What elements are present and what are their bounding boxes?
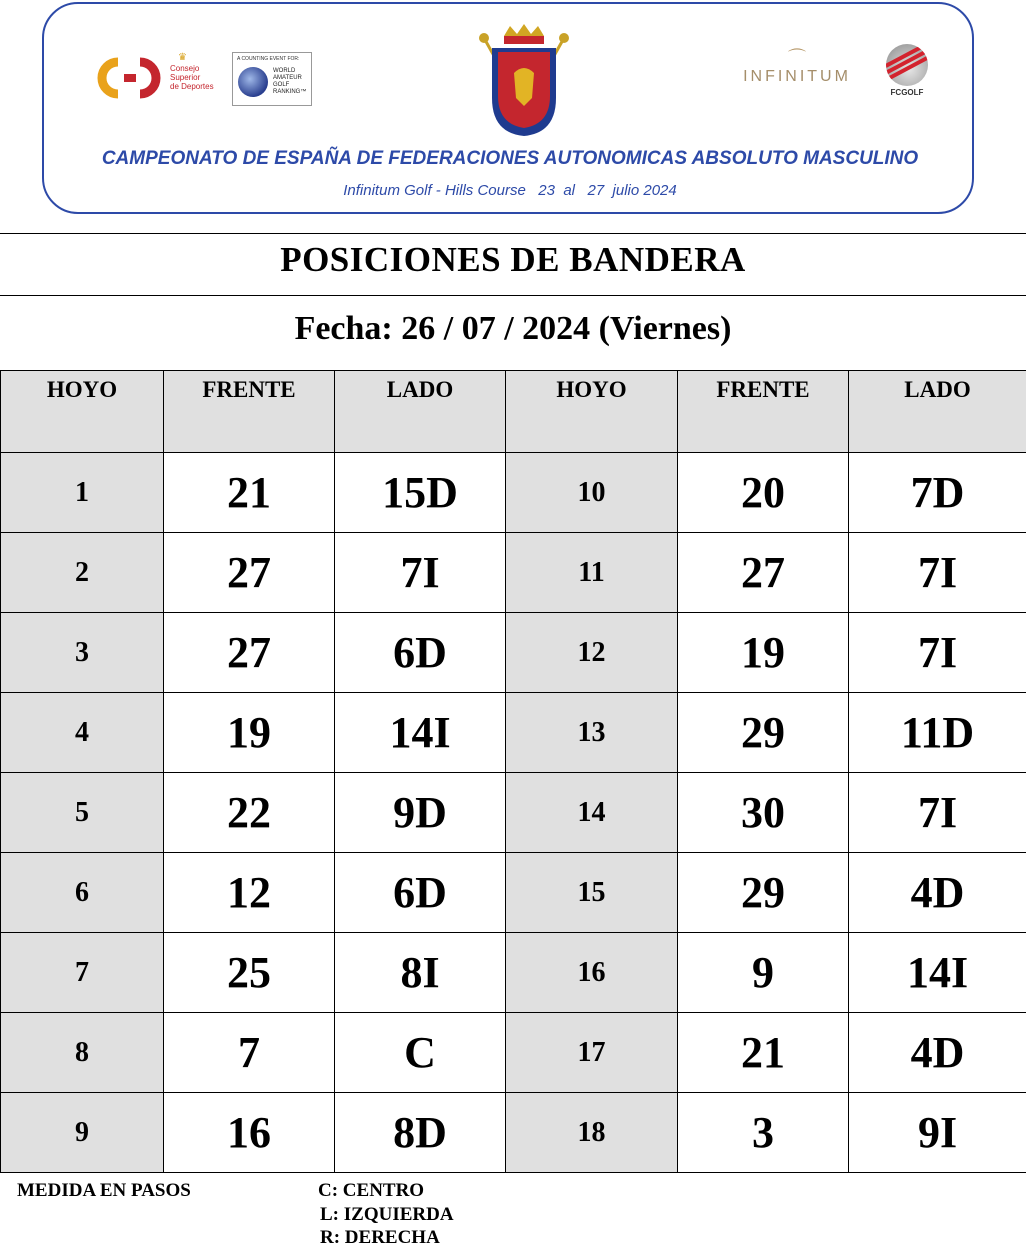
- table-header-row: [1, 371, 1026, 453]
- side-position-cell: 7I: [849, 533, 1026, 613]
- date-heading: Fecha: 26 / 07 / 2024 (Viernes): [294, 310, 732, 347]
- front-distance-cell: 29: [678, 853, 849, 933]
- front-distance-cell: 7: [164, 1013, 335, 1093]
- event-title: CAMPEONATO DE ESPAÑA DE FEDERACIONES AUTONOMICAS ABSOLUTO MASCULINO: [101, 148, 919, 169]
- legend-left: L: IZQUIERDA: [320, 1204, 454, 1225]
- golf-ball-icon: [886, 44, 928, 86]
- side-position-cell: 6D: [335, 853, 506, 933]
- event-subtitle: Infinitum Golf - Hills Course 23 al 27 julio 2024: [343, 182, 677, 199]
- column-header: FRENTE: [678, 371, 849, 453]
- hole-number-cell: 7: [1, 933, 164, 1013]
- hole-number-cell: 14: [506, 773, 678, 853]
- hole-number-cell: 2: [1, 533, 164, 613]
- side-position-cell: 9I: [849, 1093, 1026, 1173]
- column-header: LADO: [335, 371, 506, 453]
- side-position-cell: 7I: [849, 773, 1026, 853]
- front-distance-cell: 16: [164, 1093, 335, 1173]
- front-distance-cell: 21: [164, 453, 335, 533]
- front-distance-cell: 12: [164, 853, 335, 933]
- infinitum-logo: ⌒ INFINITUM: [732, 48, 862, 86]
- table-row: [1, 453, 1026, 533]
- divider: [0, 233, 1026, 234]
- hole-number-cell: 4: [1, 693, 164, 773]
- front-distance-cell: 27: [164, 613, 335, 693]
- hole-number-cell: 10: [506, 453, 678, 533]
- hole-number-cell: 11: [506, 533, 678, 613]
- hole-number-cell: 8: [1, 1013, 164, 1093]
- table-row: [1, 1093, 1026, 1173]
- table-row: [1, 1013, 1026, 1093]
- column-header: LADO: [849, 371, 1026, 453]
- crown-icon: ♛: [178, 52, 187, 63]
- hole-number-cell: 9: [1, 1093, 164, 1173]
- side-position-cell: 11D: [849, 693, 1026, 773]
- divider: [0, 295, 1026, 296]
- measure-note: MEDIDA EN PASOS: [17, 1180, 191, 1201]
- side-position-cell: 15D: [335, 453, 506, 533]
- side-position-cell: 8D: [335, 1093, 506, 1173]
- front-distance-cell: 29: [678, 693, 849, 773]
- side-position-cell: 7D: [849, 453, 1026, 533]
- front-distance-cell: 25: [164, 933, 335, 1013]
- page-title: POSICIONES DE BANDERA: [280, 240, 746, 279]
- table-row: [1, 533, 1026, 613]
- hole-number-cell: 16: [506, 933, 678, 1013]
- hole-number-cell: 18: [506, 1093, 678, 1173]
- front-distance-cell: 19: [678, 613, 849, 693]
- side-position-cell: 8I: [335, 933, 506, 1013]
- csd-logo: [96, 56, 164, 100]
- column-header: FRENTE: [164, 371, 335, 453]
- table-row: [1, 933, 1026, 1013]
- table-row: [1, 853, 1026, 933]
- front-distance-cell: 27: [678, 533, 849, 613]
- fcgolf-logo: FCGOLF: [882, 44, 932, 114]
- wagr-logo: A COUNTING EVENT FOR: WORLD AMATEUR GOLF RANKING™: [232, 52, 312, 106]
- front-distance-cell: 19: [164, 693, 335, 773]
- column-header: HOYO: [506, 371, 678, 453]
- front-distance-cell: 3: [678, 1093, 849, 1173]
- globe-icon: [238, 67, 268, 97]
- front-distance-cell: 22: [164, 773, 335, 853]
- table-row: [1, 613, 1026, 693]
- front-distance-cell: 21: [678, 1013, 849, 1093]
- hole-number-cell: 1: [1, 453, 164, 533]
- hole-number-cell: 12: [506, 613, 678, 693]
- front-distance-cell: 27: [164, 533, 335, 613]
- hole-number-cell: 15: [506, 853, 678, 933]
- side-position-cell: 7I: [335, 533, 506, 613]
- side-position-cell: 4D: [849, 853, 1026, 933]
- front-distance-cell: 9: [678, 933, 849, 1013]
- side-position-cell: 14I: [335, 693, 506, 773]
- legend-right: R: DERECHA: [320, 1227, 440, 1248]
- side-position-cell: 7I: [849, 613, 1026, 693]
- table-row: [1, 693, 1026, 773]
- hole-number-cell: 6: [1, 853, 164, 933]
- side-position-cell: 14I: [849, 933, 1026, 1013]
- hole-number-cell: 3: [1, 613, 164, 693]
- side-position-cell: 6D: [335, 613, 506, 693]
- hole-number-cell: 13: [506, 693, 678, 773]
- arch-icon: ⌒: [788, 48, 806, 68]
- legend-center: C: CENTRO: [318, 1180, 425, 1201]
- pin-positions-table: [0, 370, 1026, 1173]
- hole-number-cell: 17: [506, 1013, 678, 1093]
- side-position-cell: C: [335, 1013, 506, 1093]
- side-position-cell: 4D: [849, 1013, 1026, 1093]
- hole-number-cell: 5: [1, 773, 164, 853]
- front-distance-cell: 20: [678, 453, 849, 533]
- csd-text: Consejo Superior de Deportes: [170, 64, 214, 91]
- federation-crest-logo: [474, 18, 574, 138]
- event-banner: [42, 2, 974, 214]
- table-row: [1, 773, 1026, 853]
- column-header: HOYO: [1, 371, 164, 453]
- side-position-cell: 9D: [335, 773, 506, 853]
- front-distance-cell: 30: [678, 773, 849, 853]
